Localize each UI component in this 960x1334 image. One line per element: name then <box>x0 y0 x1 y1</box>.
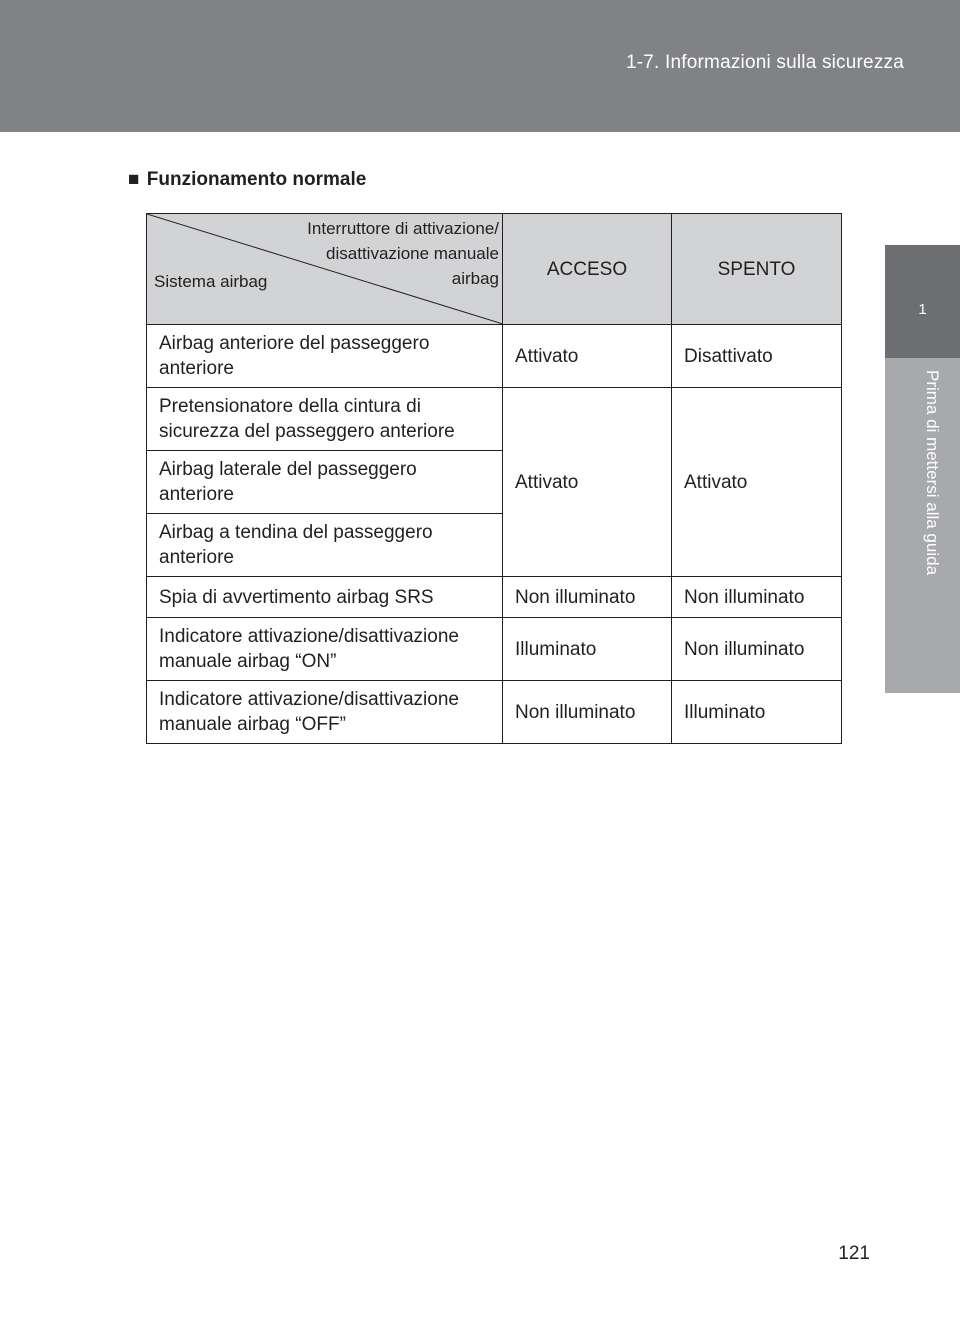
header-spento: SPENTO <box>672 214 842 325</box>
row-label <box>147 618 503 681</box>
chapter-title-tab <box>885 358 960 693</box>
section-title-text: Funzionamento normale <box>146 169 367 190</box>
row-label-line: Indicatore attivazione/disattivazione <box>159 689 459 710</box>
table-row <box>147 681 842 744</box>
row-label-line: Airbag a tendina del passeggero <box>159 522 433 543</box>
table-header-row <box>147 214 842 325</box>
row-label-line: Airbag laterale del passeggero <box>159 459 417 480</box>
row-label-line: anteriore <box>159 547 234 568</box>
cell-acceso: Illuminato <box>503 618 672 681</box>
table-row <box>147 388 842 451</box>
header-switch-line-3: airbag <box>451 269 499 288</box>
airbag-status-table <box>146 213 842 744</box>
row-label-line: sicurezza del passeggero anteriore <box>159 421 455 442</box>
section-title <box>128 169 366 191</box>
header-switch-label <box>307 216 499 291</box>
row-label-line: anteriore <box>159 358 234 379</box>
row-label <box>147 388 503 451</box>
cell-spento: Illuminato <box>672 681 842 744</box>
row-label <box>147 451 503 514</box>
diagonal-header-cell <box>147 214 503 325</box>
table-row <box>147 577 842 618</box>
row-label <box>147 325 503 388</box>
cell-spento: Disattivato <box>672 325 842 388</box>
cell-spento: Non illuminato <box>672 618 842 681</box>
cell-acceso: Non illuminato <box>503 577 672 618</box>
row-label-line: manuale airbag “OFF” <box>159 714 346 735</box>
row-label-line: Pretensionatore della cintura di <box>159 396 421 417</box>
top-header-band <box>0 0 960 132</box>
cell-spento: Non illuminato <box>672 577 842 618</box>
chapter-number: 1 <box>918 301 927 318</box>
page-number: 121 <box>838 1243 870 1264</box>
header-switch-line-2: disattivazione manuale <box>326 244 499 263</box>
row-label <box>147 514 503 577</box>
table-row <box>147 325 842 388</box>
cell-acceso-shared: Attivato <box>503 388 672 577</box>
header-acceso: ACCESO <box>503 214 672 325</box>
chapter-number-tab <box>885 245 960 358</box>
row-label-line: anteriore <box>159 484 234 505</box>
row-label: Spia di avvertimento airbag SRS <box>147 577 503 618</box>
row-label-line: manuale airbag “ON” <box>159 651 337 672</box>
section-heading: 1-7. Informazioni sulla sicurezza <box>626 52 904 73</box>
header-switch-line-1: Interruttore di attivazione/ <box>307 219 499 238</box>
cell-acceso: Non illuminato <box>503 681 672 744</box>
cell-acceso: Attivato <box>503 325 672 388</box>
row-label-line: Airbag anteriore del passeggero <box>159 333 430 354</box>
row-label-line: Indicatore attivazione/disattivazione <box>159 626 459 647</box>
row-label <box>147 681 503 744</box>
square-bullet-icon: ■ <box>128 169 140 190</box>
chapter-title: Prima di mettersi alla guida <box>923 370 942 576</box>
header-system-label: Sistema airbag <box>154 272 268 291</box>
cell-spento-shared: Attivato <box>672 388 842 577</box>
table-row <box>147 618 842 681</box>
